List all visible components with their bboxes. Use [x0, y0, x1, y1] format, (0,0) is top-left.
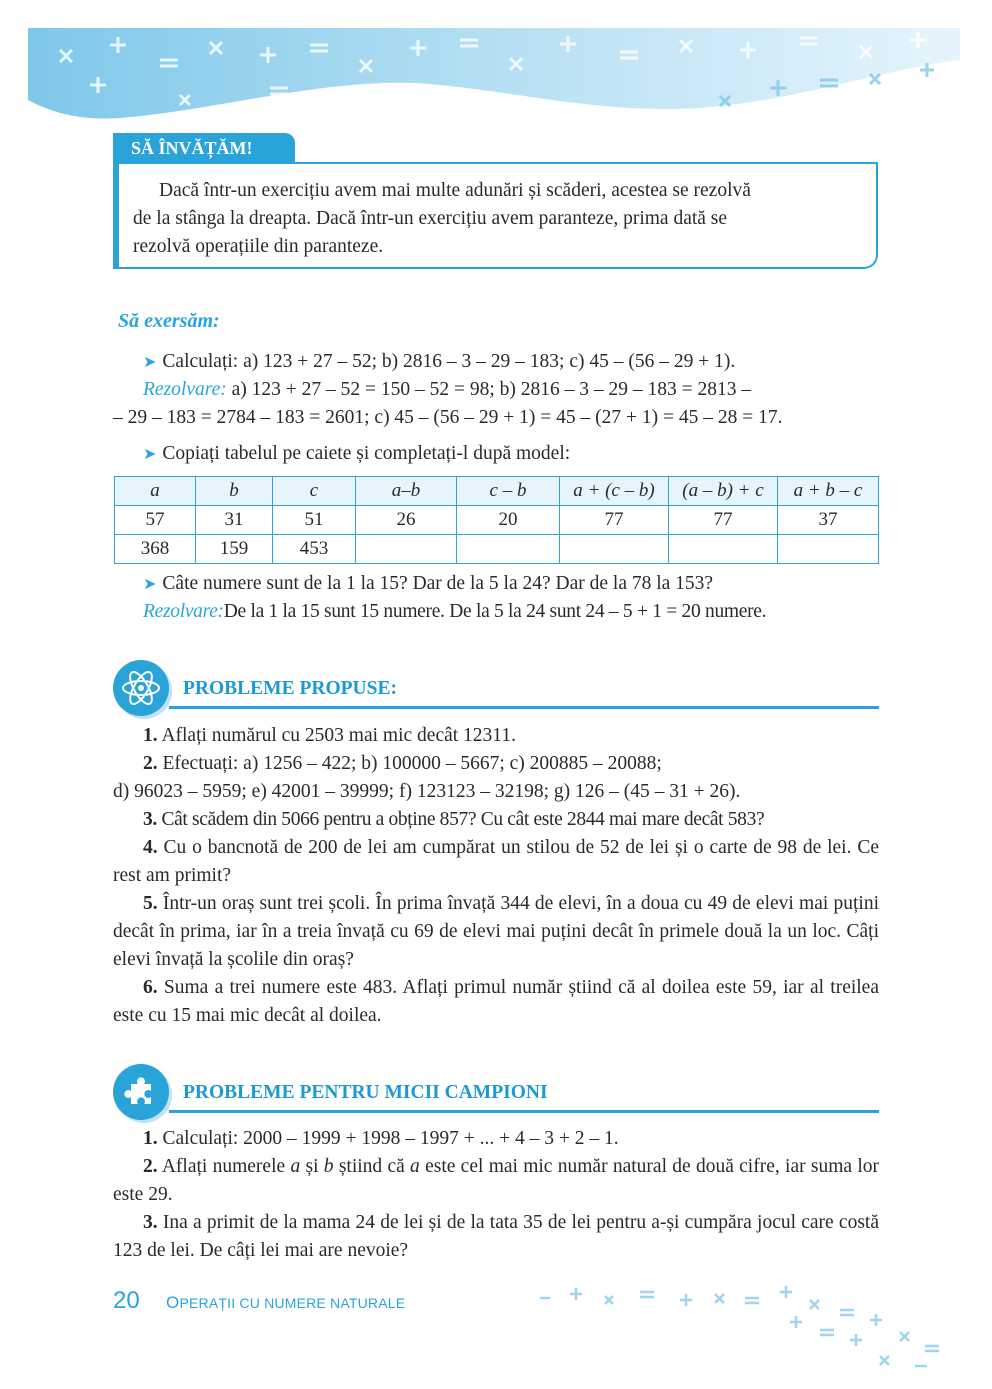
problem-number: 4.: [143, 837, 158, 858]
champions-title: PROBLEME PENTRU MICII CAMPIONI: [183, 1082, 548, 1103]
problem-number: 1.: [143, 725, 158, 746]
solution-1a-text: a) 123 + 27 – 52 = 150 – 52 = 98; b) 2816 – 3 – 29 – 183 = 2813 –: [226, 379, 752, 400]
problem-6: [113, 974, 879, 1030]
problem-text: știind că: [333, 1156, 411, 1177]
puzzle-icon: [113, 1064, 169, 1120]
variable-a: a: [410, 1156, 420, 1177]
learn-line-1: Dacă într-un exercițiu avem mai multe adunări și scăderi, acestea se rezolvă: [159, 180, 751, 201]
table-cell: [560, 535, 669, 564]
problem-number: 1.: [143, 1128, 158, 1149]
table-cell: 37: [778, 506, 879, 535]
table-cell: 368: [115, 535, 196, 564]
table-header: a–b: [356, 477, 457, 506]
exercise-table: [114, 476, 879, 564]
table-cell: [457, 535, 560, 564]
solution-label: Rezolvare:: [143, 601, 224, 622]
table-cell: [669, 535, 778, 564]
problem-text: Ina a primit de la mama 24 de lei și de la tata 35 de lei pentru a-și cumpăra jocul care costă 123 de lei. De câți lei mai are nevoie?: [113, 1212, 879, 1261]
champion-problem-3: [113, 1209, 879, 1265]
table-cell: 31: [196, 506, 273, 535]
table-cell: 159: [196, 535, 273, 564]
problem-text: Într-un oraș sunt trei școli. În prima învață 344 de elevi, în a doua cu 49 de elevi mai puțini decât în prima, iar în a treia învață cu 69 de elevi mai puțini decât în primele două la un loc. Câți elevi învață la școlile din oraș?: [113, 893, 880, 970]
problem-text: și: [300, 1156, 324, 1177]
page-number: 20: [113, 1287, 140, 1314]
table-cell: 77: [669, 506, 778, 535]
problem-text: este cel mai mic număr natural de două cifre, iar suma lor este 29.: [113, 1156, 879, 1205]
exercise-solution-1b: – 29 – 183 = 2784 – 183 = 2601; c) 45 – (56 – 29 + 1) = 45 – (27 + 1) = 45 – 28 = 17.: [113, 407, 783, 428]
problem-text: Cu o bancnotă de 200 de lei am cumpărat un stilou de 52 de lei și o carte de 98 de lei. Ce rest am primit?: [113, 837, 880, 886]
arrow-bullet-icon: ➤: [143, 576, 157, 593]
proposed-title: PROBLEME PROPUSE:: [183, 678, 397, 699]
problem-text: Calculați: 2000 – 1999 + 1998 – 1997 + ... + 4 – 3 + 2 – 1.: [162, 1128, 619, 1149]
problem-text: Cât scădem din 5066 pentru a obține 857? Cu cât este 2844 mai mare decât 583?: [161, 809, 765, 830]
learn-box-title: SĂ ÎNVĂȚĂM!: [113, 133, 295, 163]
problem-1: [113, 722, 879, 750]
problem-text-continued: d) 96023 – 5959; e) 42001 – 39999; f) 123123 – 32198; g) 126 – (45 – 31 + 26).: [113, 781, 741, 802]
table-cell: 51: [273, 506, 356, 535]
table-row: [115, 535, 879, 564]
footer-decoration: [520, 1270, 970, 1380]
problem-text: Suma a trei numere este 483. Aflați primul număr știind că al doilea este 59, iar al treilea este cu 15 mai mic decât al doilea.: [113, 977, 879, 1026]
champion-problem-1: [113, 1125, 879, 1153]
variable-a: a: [290, 1156, 301, 1177]
champions-section-header: [113, 1064, 879, 1116]
table-header: a + b – c: [778, 477, 879, 506]
exercise-solution-3: [113, 598, 909, 626]
problem-text: Efectuați: a) 1256 – 422; b) 100000 – 5667; c) 200885 – 20088;: [162, 753, 662, 774]
learn-line-2: de la stânga la dreapta. Dacă într-un exercițiu avem paranteze, prima dată se: [133, 208, 728, 229]
table-cell: [356, 535, 457, 564]
problem-4: [113, 834, 879, 890]
chapter-title-rest: PERAȚII CU NUMERE NATURALE: [179, 1295, 406, 1311]
problem-number: 2.: [143, 753, 158, 774]
problem-3: [113, 806, 879, 834]
table-header: c: [273, 477, 356, 506]
table-cell: 453: [273, 535, 356, 564]
exercise-solution-1a: [113, 376, 909, 404]
table-header: (a – b) + c: [669, 477, 778, 506]
section-rule: [169, 706, 879, 709]
solution-label: Rezolvare:: [143, 379, 227, 400]
header-banner: [0, 0, 992, 130]
exercise-title: Să exersăm:: [118, 310, 220, 332]
problem-number: 5.: [143, 893, 158, 914]
table-cell: 57: [115, 506, 196, 535]
task-3-text: Câte numere sunt de la 1 la 15? Dar de la 5 la 24? Dar de la 78 la 153?: [162, 573, 714, 594]
exercise-task-1: [113, 348, 909, 377]
problem-2: [113, 750, 879, 806]
learn-line-3: rezolvă operațiile din paranteze.: [133, 236, 384, 257]
exercise-task-2: [113, 440, 909, 469]
table-header: c – b: [457, 477, 560, 506]
variable-b: b: [323, 1156, 334, 1177]
problem-5: [113, 890, 879, 974]
chapter-title-initial: O: [166, 1293, 180, 1312]
table-header: b: [196, 477, 273, 506]
problem-number: 6.: [143, 977, 158, 998]
problem-text: Aflați numărul cu 2503 mai mic decât 12311.: [161, 725, 516, 746]
table-header: a + (c – b): [560, 477, 669, 506]
problem-number: 3.: [143, 1212, 158, 1233]
table-header-row: [115, 477, 879, 506]
section-rule: [169, 1110, 879, 1113]
table-cell: [778, 535, 879, 564]
table-header: a: [115, 477, 196, 506]
table-row: [115, 506, 879, 535]
task-2-text: Copiați tabelul pe caiete și completați-l după model:: [162, 443, 571, 464]
task-1-text: Calculați: a) 123 + 27 – 52; b) 2816 – 3 – 29 – 183; c) 45 – (56 – 29 + 1).: [162, 351, 736, 372]
atom-icon: [113, 660, 169, 716]
proposed-section-header: [113, 660, 879, 712]
exercise-task-3: [113, 570, 909, 599]
arrow-bullet-icon: ➤: [143, 446, 157, 463]
solution-3-text: De la 1 la 15 sunt 15 numere. De la 5 la 24 sunt 24 – 5 + 1 = 20 numere.: [223, 601, 767, 622]
champion-problem-2: [113, 1153, 879, 1209]
chapter-title: [166, 1293, 405, 1313]
problem-number: 2.: [143, 1156, 158, 1177]
table-cell: 77: [560, 506, 669, 535]
problem-number: 3.: [143, 809, 157, 830]
arrow-bullet-icon: ➤: [143, 354, 157, 371]
table-cell: 26: [356, 506, 457, 535]
table-cell: 20: [457, 506, 560, 535]
problem-text: Aflați numerele: [161, 1156, 291, 1177]
learn-box-text: [133, 177, 865, 261]
